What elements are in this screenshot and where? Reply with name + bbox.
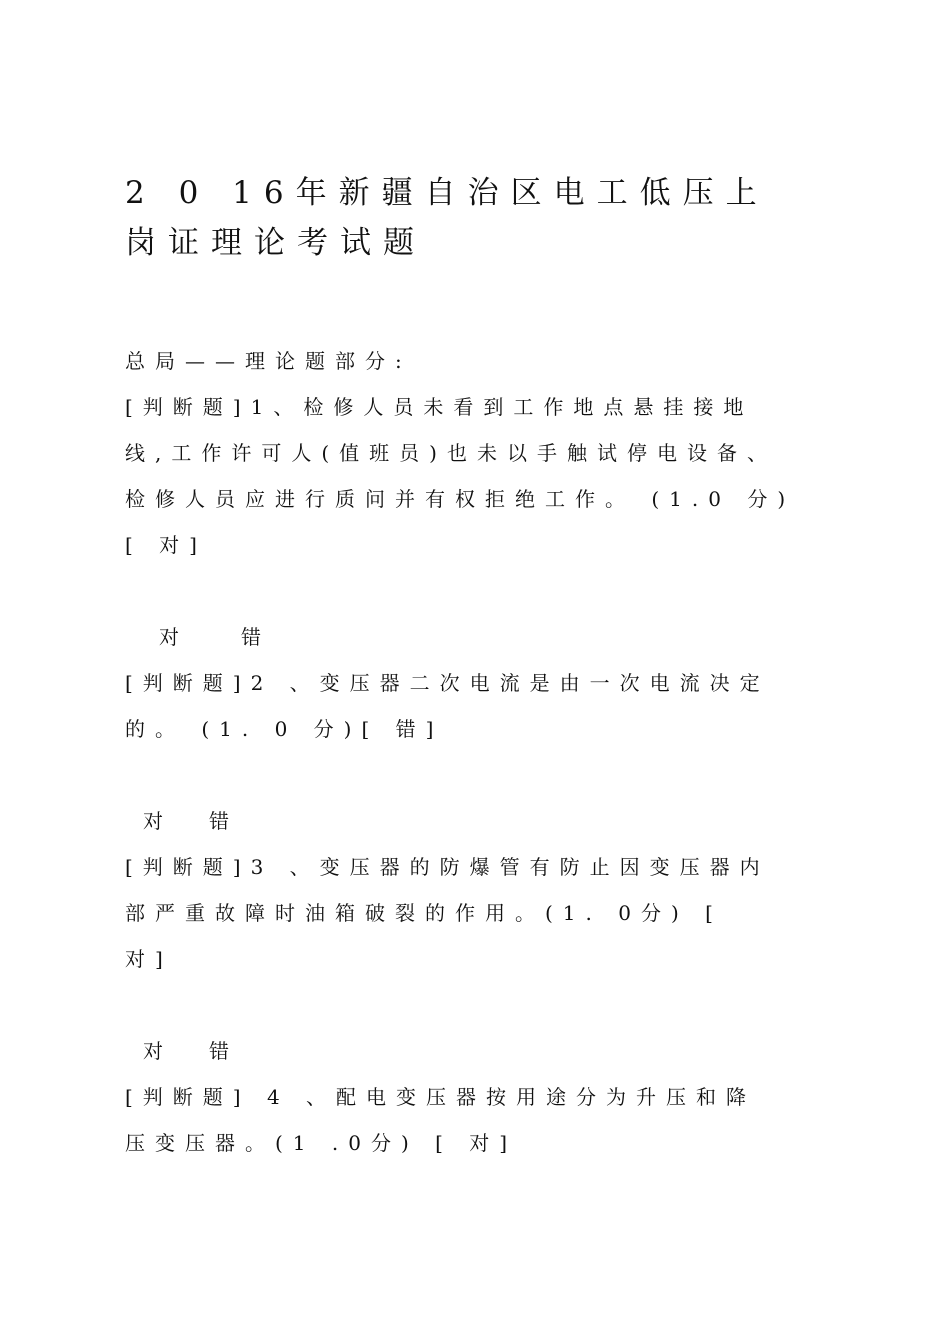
question-2-options	[125, 798, 825, 844]
question-1-options	[125, 614, 825, 660]
question-2-line-1: [判断题]2 、变压器二次电流是由一次电流决定	[125, 671, 770, 695]
section-heading: 总局——理论题部分:	[125, 349, 412, 373]
question-2	[125, 660, 825, 752]
question-1-answer: [ 对]	[125, 533, 207, 557]
question-3-line-1: [判断题]3 、变压器的防爆管有防止因变压器内	[125, 855, 770, 879]
question-1-line-2: 线,工作许可人(值班员)也未以手触试停电设备、	[125, 441, 777, 465]
question-4-line-2: 压变压器。(1 .0分) [ 对]	[125, 1131, 518, 1155]
question-1	[125, 384, 825, 568]
question-1-line-3: 检修人员应进行质问并有权拒绝工作。 (1.0 分)	[125, 487, 796, 511]
question-4-line-1: [判断题] 4 、配电变压器按用途分为升压和降	[125, 1085, 757, 1109]
question-2-option-true[interactable]: 对	[143, 809, 163, 833]
question-3-option-false[interactable]: 错	[209, 1039, 229, 1063]
question-2-option-false[interactable]: 错	[209, 809, 229, 833]
question-3	[125, 844, 825, 982]
question-1-option-false[interactable]: 错	[241, 625, 261, 649]
question-2-line-2: 的。 (1. 0 分)[ 错]	[125, 717, 444, 741]
question-1-option-true[interactable]: 对	[159, 625, 179, 649]
question-1-line-1: [判断题]1、检修人员未看到工作地点悬挂接地	[125, 395, 754, 419]
question-4	[125, 1074, 825, 1166]
title-line-2: 岗证理论考试题	[125, 225, 426, 261]
question-3-line-2: 部严重故障时油箱破裂的作用。(1. 0分) [	[125, 901, 723, 925]
document-title	[125, 168, 825, 268]
document-page	[125, 168, 825, 1166]
question-3-line-3: 对]	[125, 947, 173, 971]
question-3-option-true[interactable]: 对	[143, 1039, 163, 1063]
title-line-1: 2 0 16年新疆自治区电工低压上	[125, 175, 769, 211]
question-3-options	[125, 1028, 825, 1074]
